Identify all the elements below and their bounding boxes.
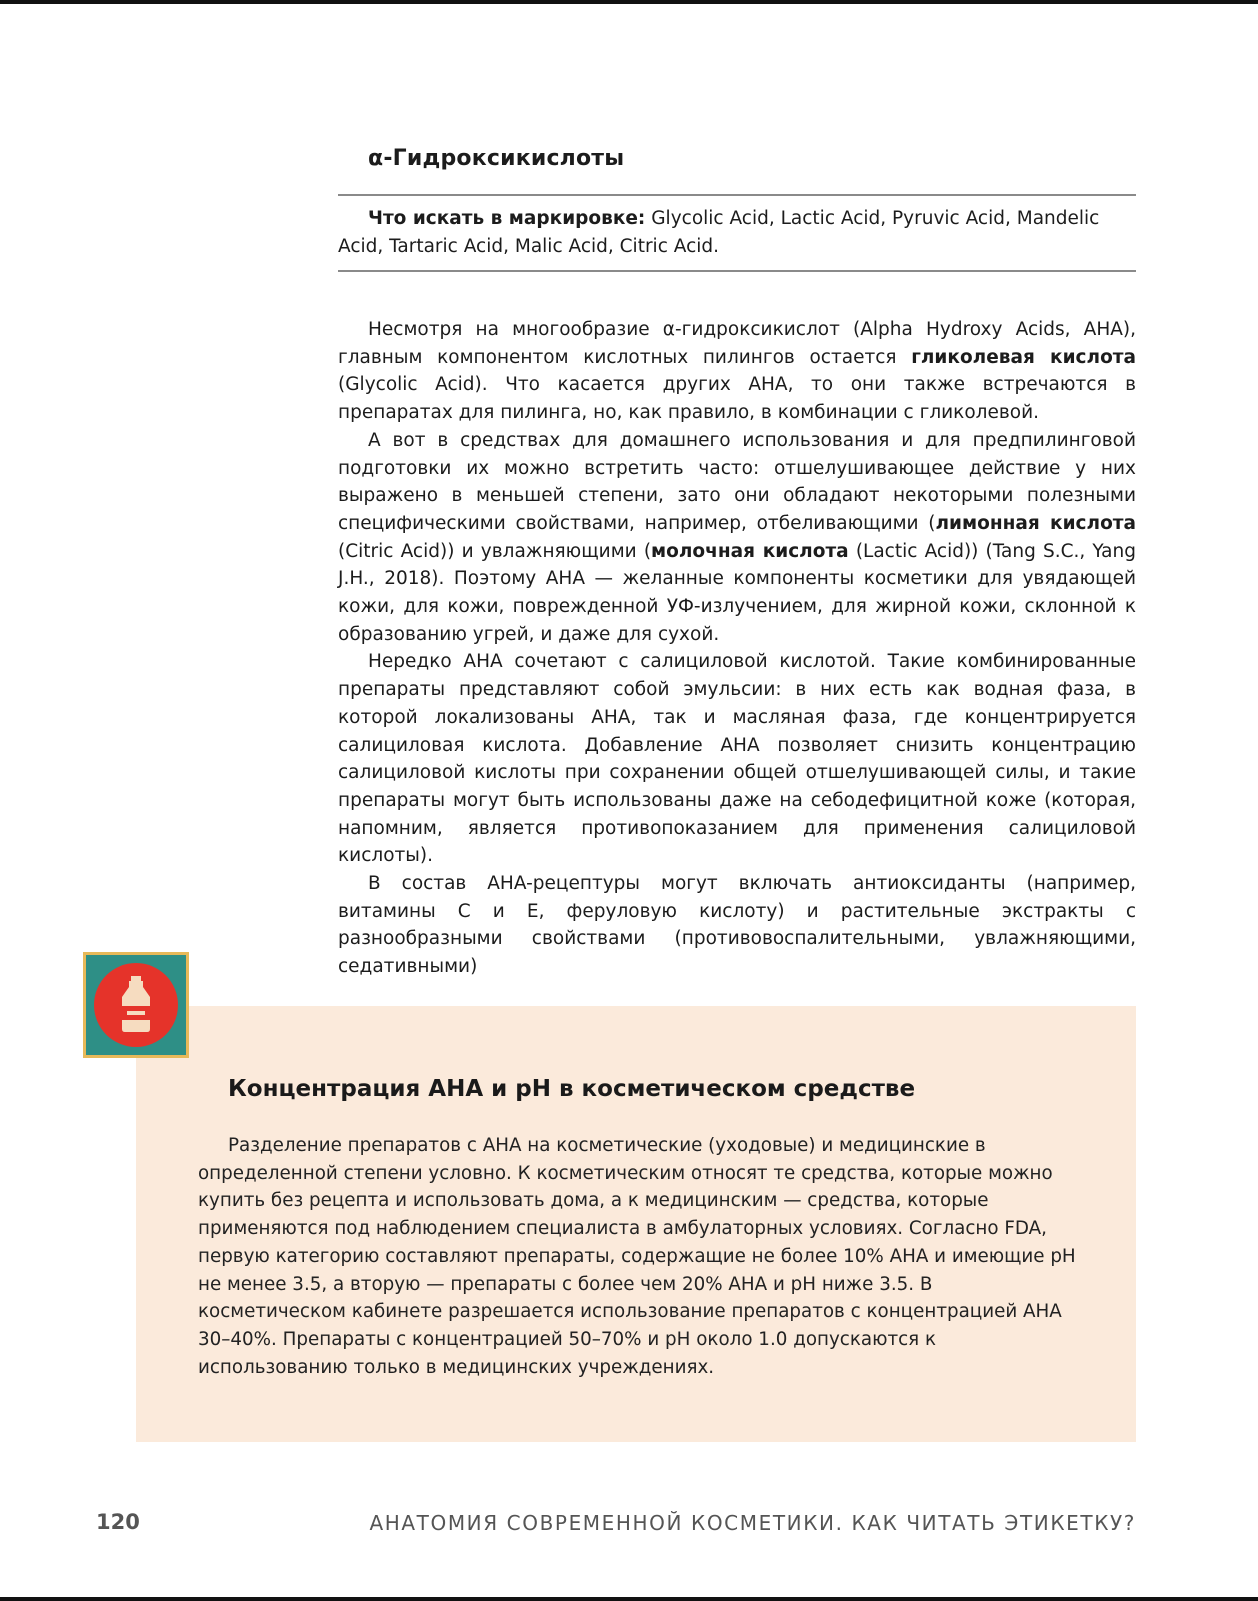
- bottle-glyph: [86, 955, 186, 1055]
- page-number: 120: [96, 1510, 140, 1534]
- bottle-icon: [83, 952, 189, 1058]
- label-acids: Glycolic Acid, Lactic Acid, Pyruvic Acid, Mandelic Acid, Tartaric Acid, Malic Acid, Citric Acid.: [338, 208, 1100, 257]
- label-list: [338, 205, 1136, 261]
- callout-title: Концентрация AHA и pH в косметическом средстве: [228, 1076, 916, 1102]
- callout-text: Разделение препаратов с AHA на косметические (уходовые) и медицинские в определенной степени условно. К косметическим относят те средства, которые можно купить без рецепта и использовать дома, а к медицинским — средства, которые применяются под наблюдением специалиста в амбулаторных условиях. Согласно FDA, первую категорию составляют препараты, содержащие не более 10% AHA и имеющие pH не менее 3.5, а вторую — препараты с более чем 20% AHA и pH ниже 3.5. В косметическом кабинете разрешается использование препаратов с концентрацией AHA 30–40%. Препараты с концентрацией 50–70% и pH около 1.0 допускаются к использованию только в медицинских учреждениях.: [198, 1135, 1076, 1378]
- glycolic-acid-term: гликолевая кислота: [911, 346, 1136, 368]
- top-border: [0, 0, 1258, 4]
- divider-top: [338, 194, 1136, 196]
- paragraph-text: (Citric Acid)) и увлажняющими (: [338, 540, 652, 562]
- citric-acid-term: лимонная кислота: [935, 512, 1136, 534]
- body-text: [338, 316, 1136, 981]
- section-title: α-Гидроксикислоты: [368, 146, 625, 171]
- divider-bottom: [338, 270, 1136, 272]
- paragraph-text: Несмотря на многообразие α-гидроксикислот (Alpha Hydroxy Acids, AHA), главным компонентом кислотных пилингов остается: [338, 319, 1136, 368]
- running-title: АНАТОМИЯ СОВРЕМЕННОЙ КОСМЕТИКИ. КАК ЧИТАТЬ ЭТИКЕТКУ?: [369, 1511, 1136, 1535]
- paragraph-4: В состав AHA-рецептуры могут включать антиоксиданты (например, витамины С и Е, феруловую кислоту) и растительные экстракты с разнообразными свойствами (противовоспалительными, увлажняющими, седативными): [338, 873, 1136, 978]
- lactic-acid-term: молочная кислота: [651, 540, 849, 562]
- paragraph-2: [338, 427, 1136, 649]
- paragraph-1: [338, 316, 1136, 427]
- paragraph-text: (Lactic Acid)) (Tang S.C., Yang J.H., 2018). Поэтому AHA — желанные компоненты косметики для увядающей кожи, для кожи, поврежденной УФ-излучением, для жирной кожи, склонной к образованию угрей, и даже для сухой.: [338, 540, 1136, 645]
- paragraph-text: (Glycolic Acid). Что касается других AHA, то они также встречаются в препаратах для пилинга, но, как правило, в комбинации с гликолевой.: [338, 374, 1136, 424]
- bottom-border: [0, 1597, 1258, 1601]
- paragraph-text: А вот в средствах для домашнего использования и для предпилинговой подготовки их можно встретить часто: отшелушивающее действие у них выражено в меньшей степени, зато они обладают некоторыми полезными специфическими свойствами, например, отбеливающими (: [338, 429, 1136, 534]
- paragraph-3: Нередко AHA сочетают с салициловой кислотой. Такие комбинированные препараты представляют собой эмульсии: в них есть как водная фаза, в которой локализованы AHA, так и масляная фаза, где концентрируется салициловая кислота. Добавление AHA позволяет снизить концентрацию салициловой кислоты при сохранении общей отшелушивающей силы, и такие препараты могут быть использованы даже на себодефицитной коже (которая, напомним, является противопоказанием для применения салициловой кислоты).: [338, 651, 1136, 867]
- label-prefix: Что искать в маркировке:: [368, 208, 646, 229]
